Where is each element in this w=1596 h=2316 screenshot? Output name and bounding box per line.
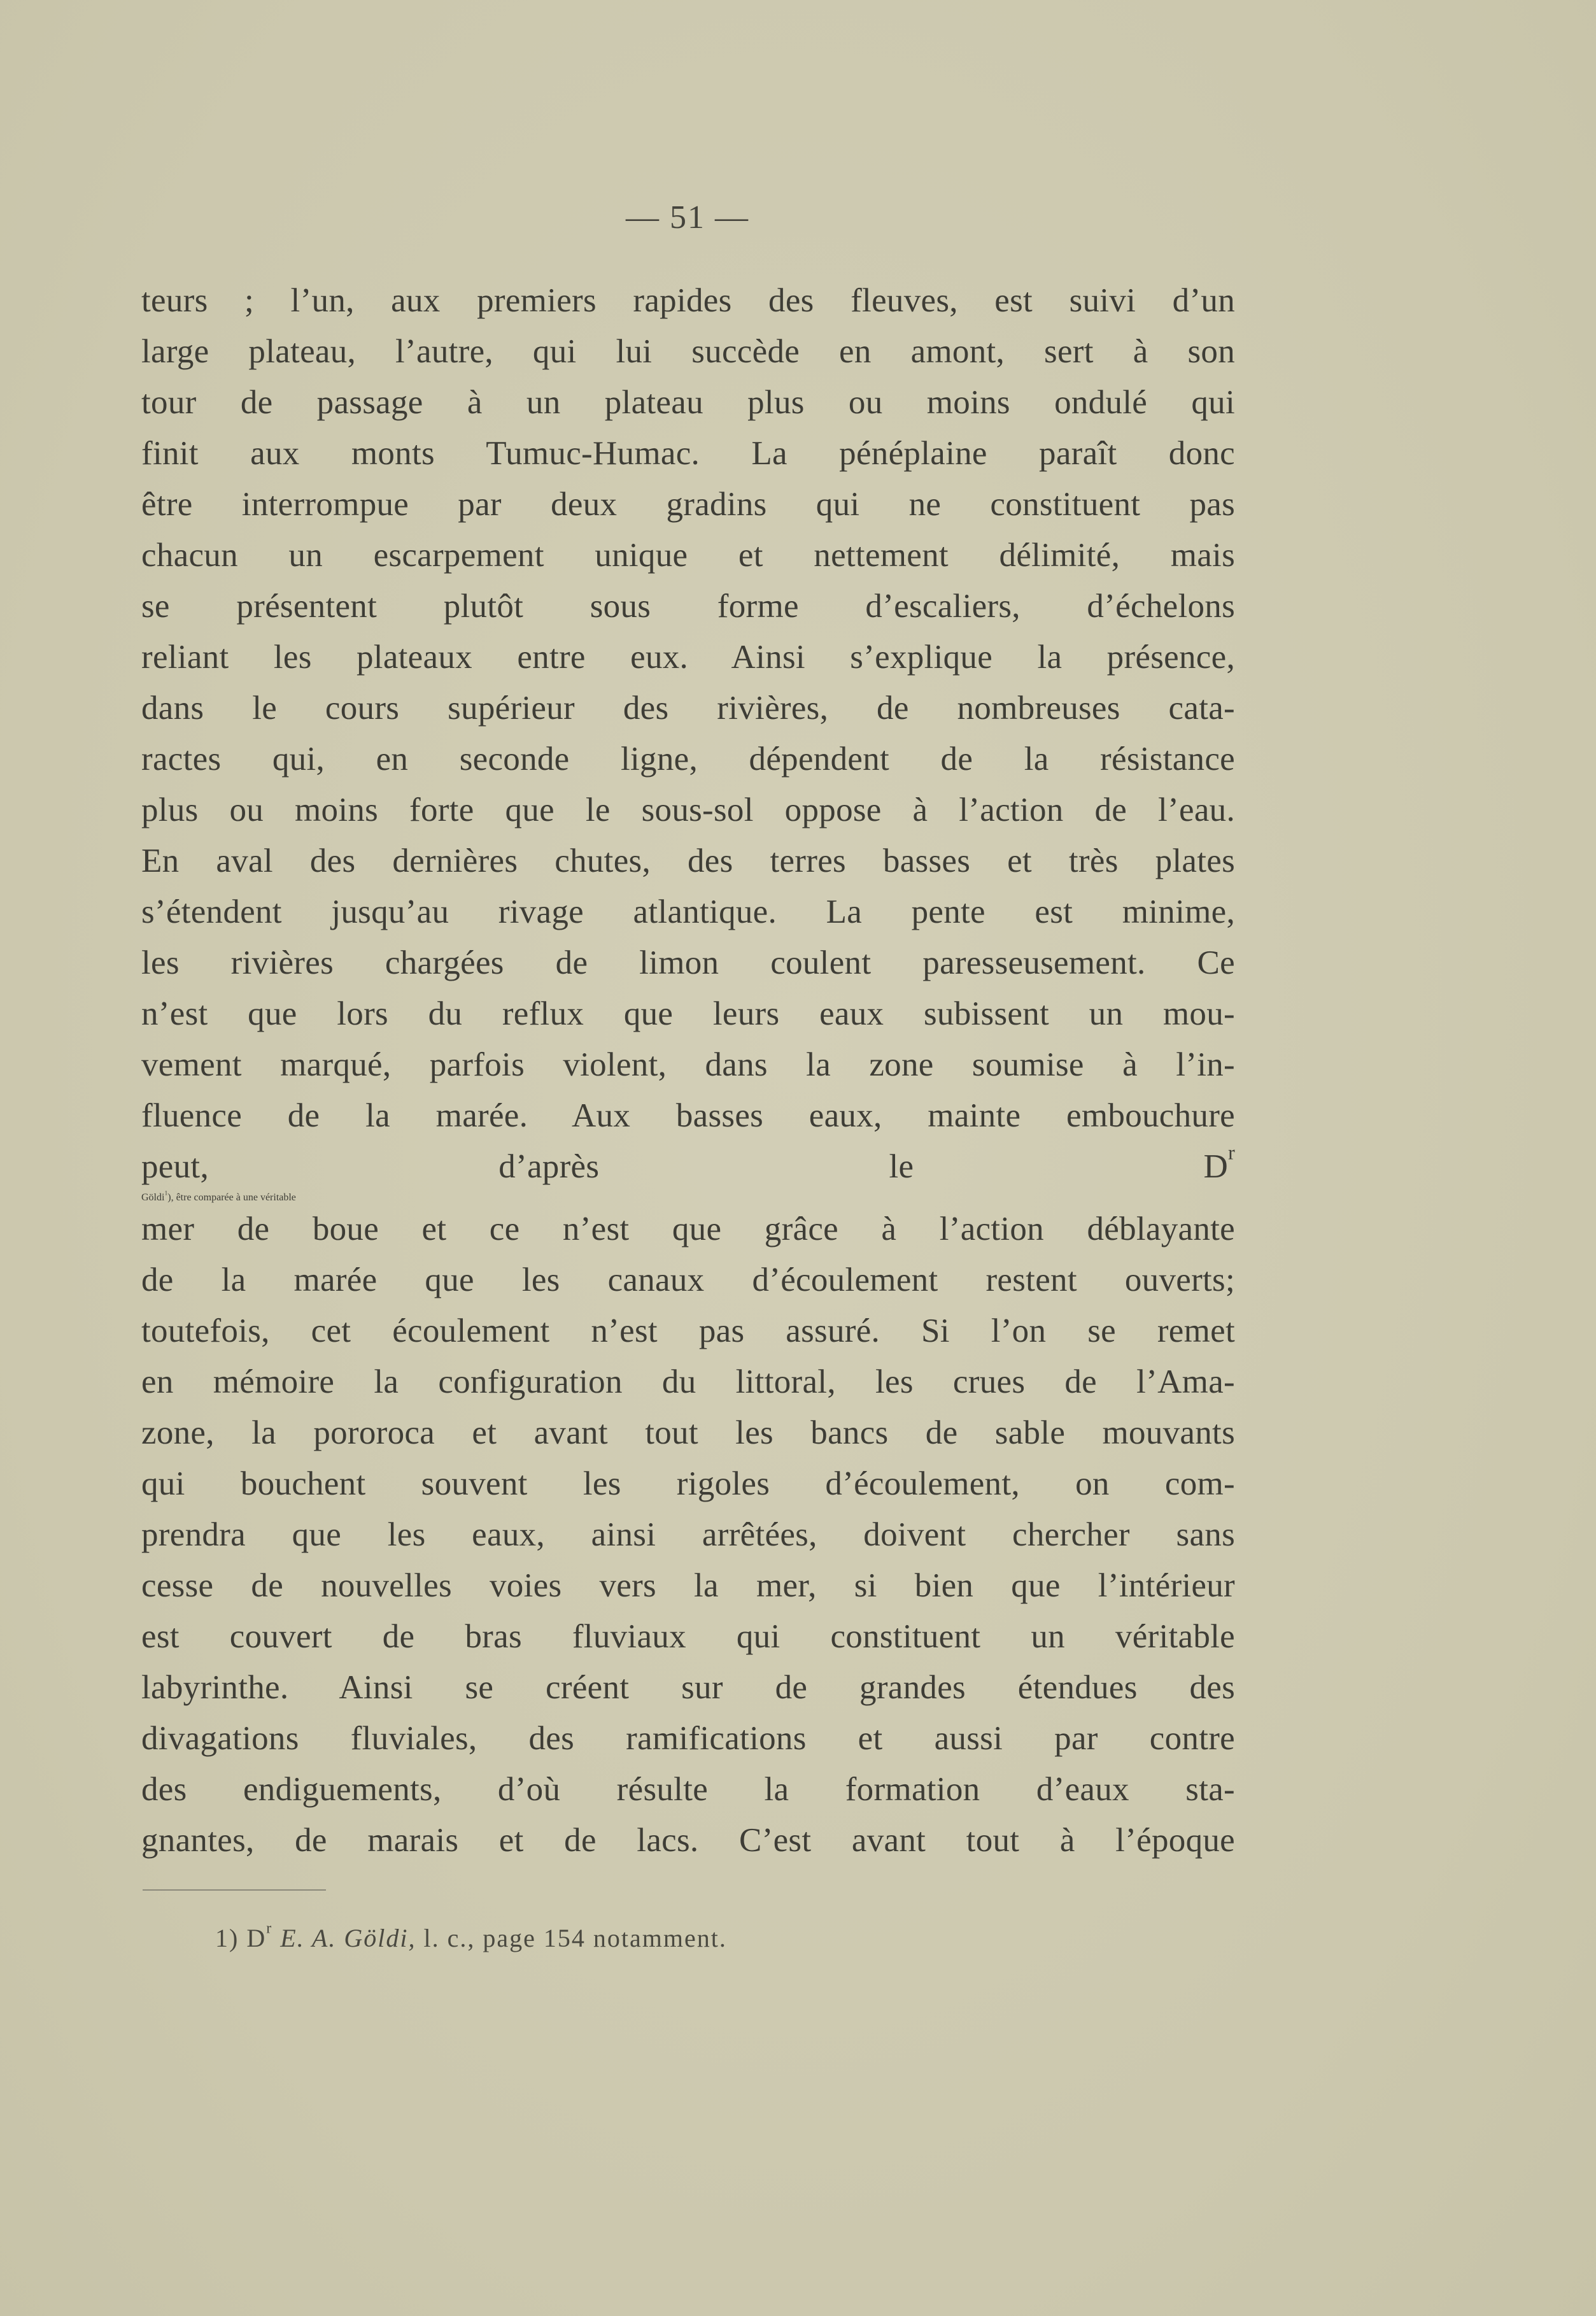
text-line: vement marqué, parfois violent, dans la zone soumise à l’in- [141, 1046, 1235, 1083]
footnote-title-prefix: D [246, 1924, 267, 1952]
footnote-marker: 1) [215, 1924, 239, 1952]
text-line: ractes qui, en seconde ligne, dépendent de la résistance [141, 741, 1235, 778]
text-line: fluence de la marée. Aux basses eaux, mainte embouchure [141, 1097, 1235, 1134]
body-text [141, 275, 1235, 1866]
footnote-divider [143, 1889, 326, 1891]
text-line: mer de boue et ce n’est que grâce à l’action déblayante [141, 1211, 1235, 1247]
line-fragment: Göldi [141, 1192, 165, 1203]
text-line: tour de passage à un plateau plus ou moins ondulé qui [141, 384, 1235, 421]
text-line: en mémoire la configuration du littoral, les crues de l’Ama- [141, 1363, 1235, 1400]
footnote-title-sup: r [266, 1920, 273, 1937]
text-line: plus ou moins forte que le sous-sol oppose à l’action de l’eau. [141, 792, 1235, 828]
text-line: être interrompue par deux gradins qui ne constituent pas [141, 486, 1235, 523]
text-line: de la marée que les canaux d’écoulement restent ouverts; [141, 1261, 1235, 1298]
footnote-reference-text: l. c., page 154 notamment. [423, 1924, 727, 1952]
text-line: large plateau, l’autre, qui lui succède en amont, sert à son [141, 333, 1235, 370]
footnote [215, 1920, 727, 1953]
text-line: est couvert de bras fluviaux qui constituent un véritable [141, 1618, 1235, 1655]
footnote-reference[interactable]: 1 [164, 1190, 168, 1197]
text-line: gnantes, de marais et de lacs. C’est avant tout à l’époque [141, 1822, 1235, 1859]
text-line: les rivières chargées de limon coulent paresseusement. Ce [141, 944, 1235, 981]
text-line: teurs ; l’un, aux premiers rapides des fleuves, est suivi d’un [141, 282, 1235, 319]
text-line: reliant les plateaux entre eux. Ainsi s’explique la présence, [141, 639, 1235, 676]
text-line: labyrinthe. Ainsi se créent sur de grandes étendues des [141, 1669, 1235, 1706]
text-line: divagations fluviales, des ramifications et aussi par contre [141, 1720, 1235, 1757]
text-line: cesse de nouvelles voies vers la mer, si bien que l’intérieur [141, 1567, 1235, 1604]
text-line: des endiguements, d’où résulte la formation d’eaux sta- [141, 1771, 1235, 1808]
text-line: n’est que lors du reflux que leurs eaux subissent un mou- [141, 995, 1235, 1032]
text-line: dans le cours supérieur des rivières, de nombreuses cata- [141, 690, 1235, 727]
line-fragment: ), être comparée à une véritable [167, 1192, 296, 1203]
line-fragment: peut, d’après le D [141, 1148, 1229, 1185]
text-line: se présentent plutôt sous forme d’escaliers, d’échelons [141, 588, 1235, 625]
text-line: s’étendent jusqu’au rivage atlantique. La pente est minime, [141, 893, 1235, 930]
text-line: chacun un escarpement unique et nettement délimité, mais [141, 537, 1235, 574]
page-number: — 51 — [626, 199, 749, 236]
text-line: qui bouchent souvent les rigoles d’écoulement, on com- [141, 1465, 1235, 1502]
text-line: finit aux monts Tumuc-Humac. La pénéplaine paraît donc [141, 435, 1235, 472]
text-line: zone, la pororoca et avant tout les bancs de sable mouvants [141, 1414, 1235, 1451]
text-line: prendra que les eaux, ainsi arrêtées, doivent chercher sans [141, 1516, 1235, 1553]
superscript-r: r [1228, 1141, 1235, 1164]
text-line-with-footnote-ref [141, 1141, 1235, 1192]
text-line: toutefois, cet écoulement n’est pas assuré. Si l’on se remet [141, 1312, 1235, 1349]
text-line: En aval des dernières chutes, des terres basses et très plates [141, 842, 1235, 879]
footnote-author: E. A. Göldi, [280, 1924, 416, 1952]
